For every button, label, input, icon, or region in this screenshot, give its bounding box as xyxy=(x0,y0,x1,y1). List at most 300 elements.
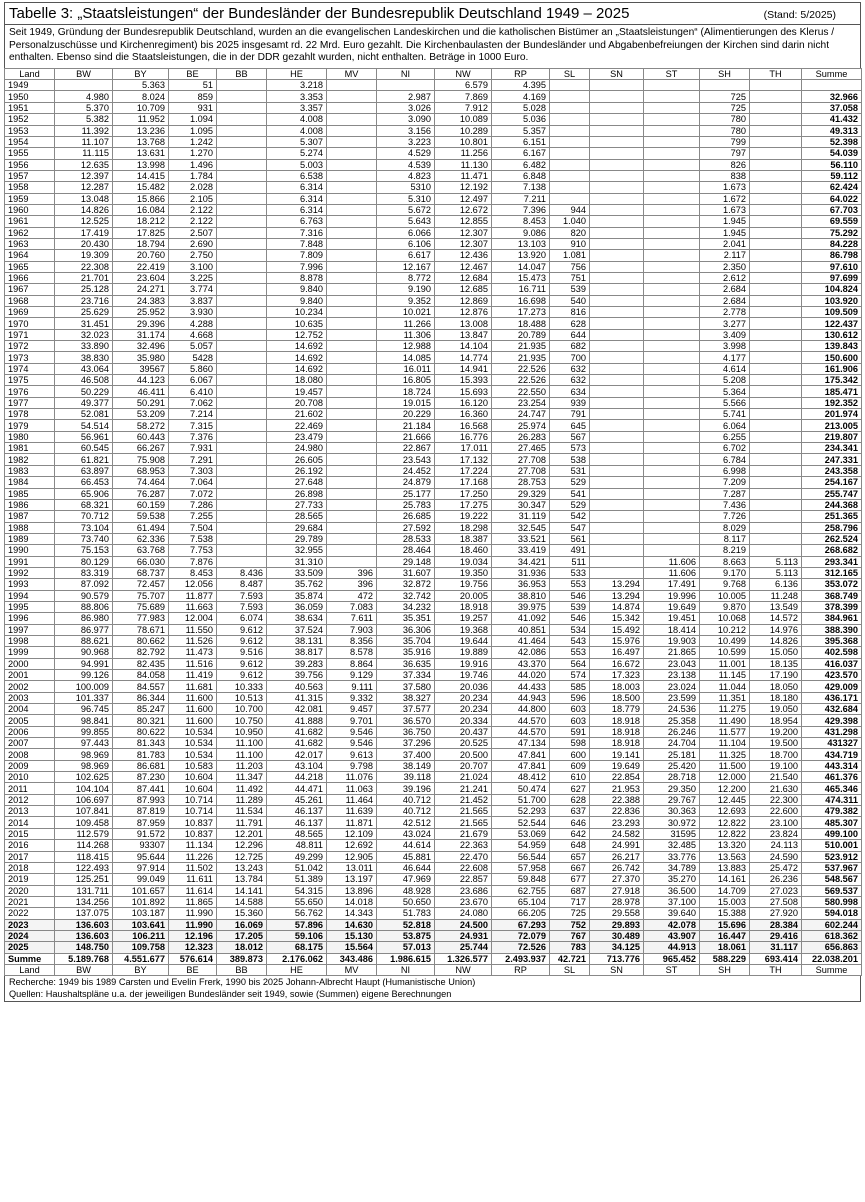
value-cell: 25.358 xyxy=(644,715,700,726)
value-cell: 826 xyxy=(700,159,750,170)
value-cell: 18.918 xyxy=(590,715,644,726)
value-cell: 25.472 xyxy=(750,862,802,873)
value-cell: 29.789 xyxy=(267,533,327,544)
value-cell: 34.125 xyxy=(590,942,644,953)
value-cell xyxy=(750,545,802,556)
table-row xyxy=(5,806,862,817)
value-cell: 49.299 xyxy=(267,851,327,862)
value-cell: 39.756 xyxy=(267,670,327,681)
value-cell xyxy=(750,386,802,397)
value-cell: 20.234 xyxy=(435,704,492,715)
sum-cell: 255.747 xyxy=(802,488,862,499)
value-cell: 3.218 xyxy=(267,80,327,91)
value-cell: 725 xyxy=(550,908,590,919)
value-cell: 628 xyxy=(550,794,590,805)
table-row xyxy=(5,885,862,896)
value-cell: 63.897 xyxy=(55,465,113,476)
value-cell: 42.512 xyxy=(377,817,435,828)
value-cell: 1.095 xyxy=(169,125,217,136)
value-cell: 18.954 xyxy=(750,715,802,726)
value-cell: 12.436 xyxy=(435,250,492,261)
value-cell: 27.465 xyxy=(492,443,550,454)
value-cell: 46.508 xyxy=(55,375,113,386)
value-cell: 10.289 xyxy=(435,125,492,136)
value-cell: 44.570 xyxy=(492,715,550,726)
year-cell: 2022 xyxy=(5,908,55,919)
sum-cell: 432.684 xyxy=(802,704,862,715)
value-cell: 17.491 xyxy=(644,579,700,590)
value-cell: 131.711 xyxy=(55,885,113,896)
value-cell: 18.012 xyxy=(217,942,267,953)
sum-cell: 104.824 xyxy=(802,284,862,295)
value-cell: 11.791 xyxy=(217,817,267,828)
value-cell: 3.930 xyxy=(169,307,217,318)
value-cell: 7.209 xyxy=(700,477,750,488)
value-cell xyxy=(644,295,700,306)
sum-cell: 431327 xyxy=(802,738,862,749)
value-cell: 25.629 xyxy=(55,307,113,318)
value-cell: 4.177 xyxy=(700,352,750,363)
value-cell xyxy=(590,545,644,556)
value-cell: 6.136 xyxy=(750,579,802,590)
value-cell: 36.953 xyxy=(492,579,550,590)
value-cell: 645 xyxy=(550,420,590,431)
value-cell: 603 xyxy=(550,704,590,715)
value-cell: 2.122 xyxy=(169,204,217,215)
sum-cell: 485.307 xyxy=(802,817,862,828)
value-cell xyxy=(327,136,377,147)
year-cell: 1961 xyxy=(5,216,55,227)
value-cell xyxy=(590,386,644,397)
value-cell: 7.211 xyxy=(492,193,550,204)
table-row xyxy=(5,930,862,941)
value-cell: 50.229 xyxy=(55,386,113,397)
value-cell: 10.021 xyxy=(377,307,435,318)
value-cell: 22.308 xyxy=(55,261,113,272)
sum-cell: 185.471 xyxy=(802,386,862,397)
value-cell: 22.867 xyxy=(377,443,435,454)
value-cell: 18.180 xyxy=(750,692,802,703)
value-cell xyxy=(217,182,267,193)
value-cell: 148.750 xyxy=(55,942,113,953)
value-cell: 32.485 xyxy=(644,840,700,851)
value-cell xyxy=(590,307,644,318)
year-cell: 1969 xyxy=(5,307,55,318)
value-cell: 6.784 xyxy=(700,454,750,465)
value-cell: 72.079 xyxy=(492,930,550,941)
value-cell: 29.767 xyxy=(644,794,700,805)
value-cell: 87.959 xyxy=(113,817,169,828)
value-cell xyxy=(217,307,267,318)
value-cell: 18.724 xyxy=(377,386,435,397)
value-cell: 2.041 xyxy=(700,238,750,249)
footer-column-header-st: ST xyxy=(644,964,700,975)
value-cell xyxy=(327,431,377,442)
value-cell: 797 xyxy=(700,148,750,159)
total-cell: 4.551.677 xyxy=(113,953,169,964)
table-row xyxy=(5,647,862,658)
value-cell: 17.323 xyxy=(590,670,644,681)
value-cell xyxy=(644,216,700,227)
value-cell: 542 xyxy=(550,511,590,522)
value-cell: 54.959 xyxy=(492,840,550,851)
value-cell: 21.024 xyxy=(435,772,492,783)
value-cell xyxy=(327,522,377,533)
value-cell xyxy=(550,91,590,102)
value-cell: 564 xyxy=(550,658,590,669)
value-cell xyxy=(750,170,802,181)
value-cell: 31.607 xyxy=(377,567,435,578)
value-cell: 7.593 xyxy=(217,601,267,612)
column-header-st: ST xyxy=(644,68,700,79)
value-cell: 39.196 xyxy=(377,783,435,794)
value-cell: 62.336 xyxy=(113,533,169,544)
value-cell: 11.990 xyxy=(169,919,217,930)
value-cell: 99.126 xyxy=(55,670,113,681)
value-cell xyxy=(750,114,802,125)
value-cell xyxy=(750,136,802,147)
intro-text: Seit 1949, Gründung der Bundesrepublik Deutschland, wurden an die evangelischen Landeskirchen und die katholischen Bistümer an „Staatsleistungen“ (Alimentierungen des Klerus / Personalzuschüsse und Kirchenregiment) bis 2025 insgesamt rd. 22 Mrd. Euro gezahlt. Die Kirchenbaulasten der Bundesländer und Abgabenbefreiungen der Kirchen sind darin nicht enthalten. Ebenso sind die Staatsleistungen, die in der DDR gezahlt wurden, nicht enthalten. Beträge in 1000 Euro. xyxy=(4,24,861,68)
value-cell: 36.750 xyxy=(377,726,435,737)
value-cell: 25.952 xyxy=(113,307,169,318)
sum-cell: 499.100 xyxy=(802,828,862,839)
value-cell: 25.181 xyxy=(644,749,700,760)
sum-cell: 139.843 xyxy=(802,341,862,352)
value-cell xyxy=(217,533,267,544)
value-cell xyxy=(590,170,644,181)
value-cell: 48.928 xyxy=(377,885,435,896)
value-cell: 667 xyxy=(550,862,590,873)
value-cell: 17.132 xyxy=(435,454,492,465)
value-cell xyxy=(644,204,700,215)
value-cell: 598 xyxy=(550,738,590,749)
value-cell: 17.224 xyxy=(435,465,492,476)
value-cell: 11.600 xyxy=(169,715,217,726)
value-cell xyxy=(327,375,377,386)
table-row xyxy=(5,80,862,91)
table-row xyxy=(5,840,862,851)
table-row xyxy=(5,454,862,465)
value-cell xyxy=(644,91,700,102)
value-cell xyxy=(644,125,700,136)
table-row xyxy=(5,817,862,828)
value-cell: 73.104 xyxy=(55,522,113,533)
value-cell: 2.690 xyxy=(169,238,217,249)
value-cell: 10.709 xyxy=(113,102,169,113)
value-cell: 22.526 xyxy=(492,363,550,374)
value-cell: 14.941 xyxy=(435,363,492,374)
value-cell: 44.800 xyxy=(492,704,550,715)
value-cell: 18.918 xyxy=(590,738,644,749)
value-cell: 9.768 xyxy=(700,579,750,590)
column-header-nw: NW xyxy=(435,68,492,79)
value-cell: 15.130 xyxy=(327,930,377,941)
value-cell xyxy=(750,216,802,227)
value-cell: 13.008 xyxy=(435,318,492,329)
value-cell: 28.718 xyxy=(644,772,700,783)
value-cell: 3.090 xyxy=(377,114,435,125)
value-cell: 21.865 xyxy=(644,647,700,658)
value-cell: 37.400 xyxy=(377,749,435,760)
value-cell xyxy=(750,204,802,215)
value-cell: 12.323 xyxy=(169,942,217,953)
footer-column-header-he: HE xyxy=(267,964,327,975)
value-cell: 19.050 xyxy=(750,704,802,715)
year-cell: 2018 xyxy=(5,862,55,873)
table-row xyxy=(5,579,862,590)
value-cell xyxy=(327,159,377,170)
value-cell: 12.876 xyxy=(435,307,492,318)
value-cell: 27.733 xyxy=(267,499,327,510)
sum-cell: 353.072 xyxy=(802,579,862,590)
value-cell: 5.860 xyxy=(169,363,217,374)
value-cell: 118.415 xyxy=(55,851,113,862)
value-cell: 16.672 xyxy=(590,658,644,669)
value-cell: 529 xyxy=(550,477,590,488)
table-row xyxy=(5,511,862,522)
value-cell: 9.613 xyxy=(327,749,377,760)
value-cell: 3.774 xyxy=(169,284,217,295)
value-cell xyxy=(644,545,700,556)
table-row xyxy=(5,794,862,805)
value-cell: 87.819 xyxy=(113,806,169,817)
value-cell: 6.151 xyxy=(492,136,550,147)
value-cell: 3.409 xyxy=(700,329,750,340)
value-cell: 66.205 xyxy=(492,908,550,919)
value-cell: 7.072 xyxy=(169,488,217,499)
value-cell: 46.411 xyxy=(113,386,169,397)
value-cell: 68.953 xyxy=(113,465,169,476)
value-cell: 86.681 xyxy=(113,760,169,771)
table-row xyxy=(5,692,862,703)
value-cell: 29.416 xyxy=(750,930,802,941)
value-cell xyxy=(750,80,802,91)
value-cell: 15.696 xyxy=(700,919,750,930)
value-cell xyxy=(217,318,267,329)
value-cell: 396 xyxy=(327,579,377,590)
value-cell xyxy=(550,148,590,159)
value-cell: 11.044 xyxy=(700,681,750,692)
value-cell xyxy=(327,148,377,159)
sum-cell: 247.331 xyxy=(802,454,862,465)
value-cell: 47.841 xyxy=(492,749,550,760)
value-cell: 12.869 xyxy=(435,295,492,306)
sum-cell: 192.352 xyxy=(802,397,862,408)
value-cell: 538 xyxy=(550,454,590,465)
value-cell: 36.306 xyxy=(377,624,435,635)
value-cell: 600 xyxy=(550,749,590,760)
sum-cell: 510.001 xyxy=(802,840,862,851)
value-cell: 19.649 xyxy=(644,601,700,612)
year-cell: 1951 xyxy=(5,102,55,113)
value-cell: 22.300 xyxy=(750,794,802,805)
value-cell xyxy=(590,511,644,522)
value-cell: 5.357 xyxy=(492,125,550,136)
value-cell: 9.457 xyxy=(327,704,377,715)
value-cell: 10.534 xyxy=(169,726,217,737)
value-cell: 78.671 xyxy=(113,624,169,635)
value-cell: 109.758 xyxy=(113,942,169,953)
table-row xyxy=(5,114,862,125)
value-cell: 4.980 xyxy=(55,91,113,102)
value-cell: 642 xyxy=(550,828,590,839)
value-cell xyxy=(217,261,267,272)
table-row xyxy=(5,635,862,646)
value-cell: 20.334 xyxy=(435,715,492,726)
value-cell xyxy=(217,341,267,352)
value-cell xyxy=(644,148,700,159)
value-cell: 783 xyxy=(550,942,590,953)
value-cell: 3.225 xyxy=(169,272,217,283)
value-cell: 57.958 xyxy=(492,862,550,873)
sum-cell: 580.998 xyxy=(802,896,862,907)
value-cell: 46.644 xyxy=(377,862,435,873)
value-cell: 90.579 xyxy=(55,590,113,601)
sum-cell: 122.437 xyxy=(802,318,862,329)
value-cell: 9.352 xyxy=(377,295,435,306)
value-cell: 25.177 xyxy=(377,488,435,499)
sum-cell: 56.110 xyxy=(802,159,862,170)
value-cell: 838 xyxy=(700,170,750,181)
table-row xyxy=(5,136,862,147)
value-cell xyxy=(217,488,267,499)
table-row xyxy=(5,204,862,215)
table-row xyxy=(5,397,862,408)
table-row xyxy=(5,341,862,352)
column-header-sl: SL xyxy=(550,68,590,79)
value-cell xyxy=(590,182,644,193)
value-cell: 14.692 xyxy=(267,352,327,363)
value-cell: 23.254 xyxy=(492,397,550,408)
value-cell: 628 xyxy=(550,318,590,329)
column-header-by: BY xyxy=(113,68,169,79)
value-cell: 12.004 xyxy=(169,613,217,624)
value-cell: 18.700 xyxy=(750,749,802,760)
value-cell: 14.826 xyxy=(55,204,113,215)
sum-cell: 62.424 xyxy=(802,182,862,193)
value-cell: 24.383 xyxy=(113,295,169,306)
value-cell xyxy=(550,114,590,125)
value-cell xyxy=(590,522,644,533)
column-header-sn: SN xyxy=(590,68,644,79)
value-cell: 6.538 xyxy=(267,170,327,181)
sum-cell: 429.398 xyxy=(802,715,862,726)
value-cell: 15.342 xyxy=(590,613,644,624)
value-cell xyxy=(217,204,267,215)
value-cell: 19.756 xyxy=(435,579,492,590)
value-cell: 18.135 xyxy=(750,658,802,669)
table-row xyxy=(5,375,862,386)
year-cell: 1982 xyxy=(5,454,55,465)
value-cell xyxy=(327,238,377,249)
sum-cell: 175.342 xyxy=(802,375,862,386)
value-cell: 11.325 xyxy=(700,749,750,760)
value-cell: 11.952 xyxy=(113,114,169,125)
value-cell: 10.599 xyxy=(700,647,750,658)
value-cell xyxy=(217,499,267,510)
value-cell: 37.334 xyxy=(377,670,435,681)
value-cell: 540 xyxy=(550,295,590,306)
value-cell xyxy=(327,420,377,431)
value-cell: 19.457 xyxy=(267,386,327,397)
value-cell xyxy=(550,125,590,136)
value-cell: 81.343 xyxy=(113,738,169,749)
value-cell: 107.841 xyxy=(55,806,113,817)
value-cell: 10.604 xyxy=(169,772,217,783)
value-cell: 2.507 xyxy=(169,227,217,238)
value-cell: 5.036 xyxy=(492,114,550,125)
value-cell: 14.826 xyxy=(750,635,802,646)
value-cell xyxy=(644,397,700,408)
value-cell: 106.697 xyxy=(55,794,113,805)
value-cell xyxy=(550,193,590,204)
total-cell: 1.986.615 xyxy=(377,953,435,964)
value-cell: 8.219 xyxy=(700,545,750,556)
value-cell: 6.763 xyxy=(267,216,327,227)
value-cell: 5.566 xyxy=(700,397,750,408)
value-cell xyxy=(550,136,590,147)
value-cell: 2.684 xyxy=(700,295,750,306)
value-cell: 11.526 xyxy=(169,635,217,646)
value-cell: 68.175 xyxy=(267,942,327,953)
value-cell: 98.969 xyxy=(55,760,113,771)
value-cell xyxy=(217,136,267,147)
value-cell xyxy=(327,454,377,465)
value-cell xyxy=(327,363,377,374)
value-cell: 80.321 xyxy=(113,715,169,726)
value-cell: 19.015 xyxy=(377,397,435,408)
value-cell: 30.489 xyxy=(590,930,644,941)
table-row xyxy=(5,567,862,578)
table-row xyxy=(5,601,862,612)
value-cell xyxy=(644,136,700,147)
value-cell xyxy=(217,420,267,431)
value-cell: 14.692 xyxy=(267,363,327,374)
value-cell: 8.453 xyxy=(169,567,217,578)
value-cell: 29.893 xyxy=(590,919,644,930)
table-row xyxy=(5,533,862,544)
value-cell: 18.918 xyxy=(435,601,492,612)
sum-cell: 52.398 xyxy=(802,136,862,147)
value-cell: 41.888 xyxy=(267,715,327,726)
value-cell: 9.086 xyxy=(492,227,550,238)
year-cell: 1956 xyxy=(5,159,55,170)
year-cell: 2002 xyxy=(5,681,55,692)
year-cell: 1994 xyxy=(5,590,55,601)
value-cell: 17.275 xyxy=(435,499,492,510)
value-cell: 539 xyxy=(550,601,590,612)
sum-cell: 161.906 xyxy=(802,363,862,374)
year-cell: 1981 xyxy=(5,443,55,454)
table-row xyxy=(5,409,862,420)
value-cell: 34.421 xyxy=(492,556,550,567)
value-cell: 38.830 xyxy=(55,352,113,363)
value-cell: 11.492 xyxy=(217,783,267,794)
value-cell xyxy=(327,295,377,306)
value-cell: 18.414 xyxy=(644,624,700,635)
value-cell: 533 xyxy=(550,567,590,578)
value-cell: 30.972 xyxy=(644,817,700,828)
value-cell: 95.644 xyxy=(113,851,169,862)
year-cell: 2012 xyxy=(5,794,55,805)
value-cell: 30.363 xyxy=(644,806,700,817)
value-cell: 11.663 xyxy=(169,601,217,612)
value-cell xyxy=(590,125,644,136)
value-cell: 16.711 xyxy=(492,284,550,295)
table-row xyxy=(5,329,862,340)
value-cell xyxy=(750,454,802,465)
value-cell: 73.740 xyxy=(55,533,113,544)
